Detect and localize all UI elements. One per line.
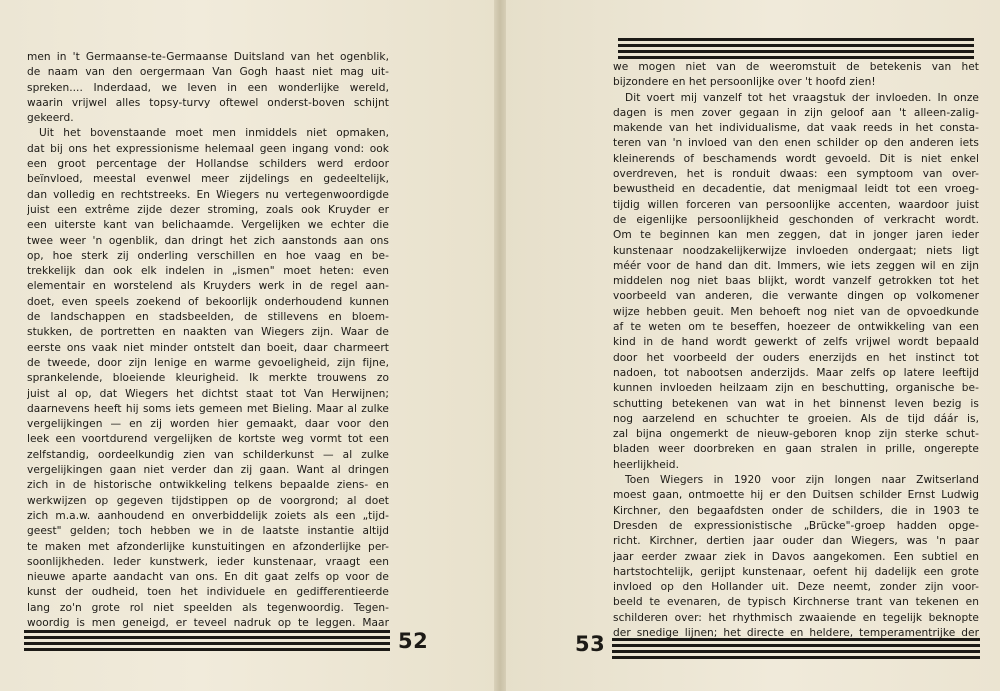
left-bottom-rules [24, 630, 390, 651]
text-line: vergelijkingen — en zij worden hier gemaakt, daar voor den [27, 418, 389, 431]
text-line: kunst der oudheid, toen het individuele en gedifferentieerde [27, 586, 389, 599]
text-line: de tweede, door zijn lenige en warme gevoeligheid, zijn fijne, [27, 356, 389, 369]
text-line: vergelijkingen gaan niet verder dan zij gaan. Want al dringen [27, 464, 389, 477]
text-line: op, hoe sterk zij onderling verschillen en hoe vaag en be- [27, 249, 389, 262]
text-line: heerlijkheid. [613, 458, 679, 471]
page-number-right: 53 [575, 632, 606, 656]
text-line: tijdig willen forceren van persoonlijke accenten, waardoor juist [613, 198, 979, 211]
text-line: nadoen, tot nabootsen anderzijds. Maar zelfs op latere leeftijd [613, 366, 979, 379]
text-line: beeld te evenaren, de typisch Kirchnerse trant van tekenen en [613, 596, 979, 609]
text-line: een uiterste kant van belichaamde. Vergelijken we echter die [27, 219, 389, 232]
text-line: makende van het individualisme, dat vaak reeds in het consta- [613, 122, 979, 135]
text-line: te maken met afzonderlijke kunstuitingen en afzonderlijke per- [27, 540, 389, 553]
text-line: zal bijna ongemerkt de nieuw-geboren knop zijn sterke schut- [613, 428, 979, 441]
text-line: Uit het bovenstaande moet men inmiddels niet opmaken, [39, 127, 389, 140]
text-line: kunstenaar noodzakelijkerwijze invloeden ondergaat; niets ligt [613, 244, 979, 257]
text-line: de eigenlijke persoonlijkheid geschonden of verkracht wordt. [613, 213, 979, 226]
book-gutter [494, 0, 506, 691]
text-line: eerste ons vaak niet minder ontstelt dan boeit, daar charmeert [27, 341, 389, 354]
text-line: de landschappen en stadsbeelden, de stillevens en bloem- [27, 311, 389, 324]
text-line: Kirchner, den begaafdsten onder de schilders, die in 1903 te [613, 504, 979, 517]
text-line: beïnvloed, meestal evenwel meer zijdelings en gedeeltelijk, [27, 173, 389, 186]
text-line: werkwijzen op gegeven tijdstippen op de voorgrond; al doet [27, 494, 389, 507]
page-number-left: 52 [398, 629, 429, 653]
text-line: geest" gelden; toch hebben we in de laatste instantie altijd [27, 525, 389, 538]
text-line: juist al op, dat Wiegers het dichtst staat tot Van Herwijnen; [27, 387, 389, 400]
text-line: méér voor de hand dan dit. Immers, wie iets zeggen wil en zijn [613, 259, 979, 272]
text-line: zelfstandig, oordeelkundig zien van schilderkunst — al zulke [27, 448, 389, 461]
text-line: lang zo'n grote rol niet speelden als tegenwoordig. Tegen- [27, 601, 389, 614]
text-line: zich m.a.w. aanhoudend en onverbiddelijk zoiets als een „tijd- [27, 509, 389, 522]
text-line: Dit voert mij vanzelf tot het vraagstuk der invloeden. In onze [625, 91, 979, 104]
text-line: gekeerd. [27, 112, 74, 125]
text-line: kind in de hand wordt gewerkt of zelfs vrijwel wordt bepaald [613, 336, 979, 349]
text-line: overdreven, het is ronduit dwaas: een symptoom van over- [613, 168, 979, 181]
text-line: hartstochtelijk, gerijpt kunstenaar, oefent hij dadelijk een grote [613, 565, 979, 578]
text-line: daarnevens heeft hij soms iets gemeen met Bieling. Maar al zulke [27, 402, 389, 415]
text-line: moest gaan, ontmoette hij er den Duitsen schilder Ernst Ludwig [613, 489, 979, 502]
text-line: Toen Wiegers in 1920 voor zijn longen naar Zwitserland [625, 474, 979, 487]
text-line: de naam van den oergermaan Van Gogh haast niet mag uit- [27, 66, 389, 79]
text-line: dan volledig en rechtstreeks. En Wiegers nu vertegenwoordigde [27, 188, 389, 201]
text-line: men in 't Germaanse-te-Germaanse Duitsland van het ogenblik, [27, 51, 389, 63]
text-line: voorbeeld van anderen, die verwante dingen op volkomener [613, 290, 979, 303]
left-page-text [27, 50, 389, 631]
right-top-rules [618, 38, 974, 59]
text-line: bewustheid en decadentie, dat menigmaal leidt tot een vroeg- [613, 183, 979, 196]
text-line: een groot percentage der Hollandse schilders werd erdoor [27, 158, 389, 171]
text-line: bijzondere en het persoonlijke over 't hoofd zien! [613, 76, 876, 89]
text-line: juist een extrême zijde dezer stroming, zoals ook Kruyder er [27, 203, 389, 216]
text-line: richt. Kirchner, dertien jaar ouder dan Wiegers, was 'n paar [613, 535, 979, 548]
text-line: nog aarzelend en schuchter te groeien. Als de tijd dáár is, [613, 412, 979, 425]
text-line: jaar eerder zwaar ziek in Davos aangekomen. Een subtiel en [613, 550, 979, 563]
text-line: af te weten om te beseffen, hoezeer de ontwikkeling van een [613, 321, 979, 334]
text-line: Dresden de expressionistische „Brücke"-groep hadden opge- [613, 519, 979, 532]
text-line: stukken, de portretten en naakten van Wiegers zijn. Waar de [27, 326, 389, 339]
text-line: spreken.... Inderdaad, we leven in een wonderlijke wereld, [27, 81, 389, 94]
text-line: Om te beginnen kan men zeggen, dat in jonger jaren ieder [613, 229, 979, 242]
text-line: woordig is men geneigd, er teveel nadruk op te leggen. Maar [27, 616, 389, 629]
text-line: schilderen over: het rhythmisch zwaaiende en tegelijk beknopte [613, 611, 979, 624]
text-line: waarin vrijwel alles topsy-turvy oftewel onderst-boven schijnt [27, 96, 389, 109]
text-line: soonlijkheden. Ieder kunstwerk, ieder kunstenaar, vraagt een [27, 555, 389, 568]
text-line: teren van 'n invloed van den enen schilder op den anderen iets [613, 137, 979, 150]
text-line: der snedige lijnen; het directe en heldere, temperamentrijke der [613, 626, 979, 639]
text-line: middelen nog niet baas blijkt, wordt vanzelf getrokken tot het [613, 275, 979, 288]
text-line: nieuwe aparte aandacht van ons. En dit gaat zelfs op voor de [27, 571, 389, 584]
text-line: wijze hebben geuit. Men behoeft nog niet van de opvoedkunde [613, 305, 979, 318]
text-line: doet, even speels zoekend of bekoorlijk onderhoudend kunnen [27, 295, 389, 308]
text-line: leek een voortdurend vergelijken de kortste weg vormt tot een [27, 433, 389, 446]
text-line: elementair en worstelend als Kruyders werk in de regel aan- [27, 280, 389, 293]
text-line: zich in de historische ontwikkeling telkens bepaalde ziens- en [27, 479, 389, 492]
text-line: invloed op den Hollander uit. Deze neemt, zonder zijn voor- [613, 581, 979, 594]
text-line: sprankelende, bloeiende kleurigheid. Ik merkte trouwens zo [27, 372, 389, 385]
text-line: we mogen niet van de weeromstuit de betekenis van het [613, 61, 979, 73]
text-line: door het voorbeeld der ouders enerzijds en het instinct tot [613, 351, 979, 364]
text-line: kunnen invloeden heilzaam zijn en beschutting, organische be- [613, 382, 979, 395]
text-line: dagen is men zover gegaan in zijn geloof aan 't alleen-zalig- [613, 106, 979, 119]
text-line: kleinerends of beschamends wordt gevoeld. Dit is niet enkel [613, 152, 979, 165]
text-line: bladen weer doorbreken en gaan stralen in prille, ongerepte [613, 443, 979, 456]
text-line: twee weer 'n ogenblik, dan dringt het zich aanstonds aan ons [27, 234, 389, 247]
text-line: schutting betekenen van wat in het binnenst leven bezig is [613, 397, 979, 410]
text-line: trekkelijk dan ook elk indelen in „ismen" moet heten: even [27, 265, 389, 278]
right-page-text [613, 60, 979, 641]
text-line: dat bij ons het expressionisme helemaal geen ingang vond: ook [27, 142, 389, 155]
